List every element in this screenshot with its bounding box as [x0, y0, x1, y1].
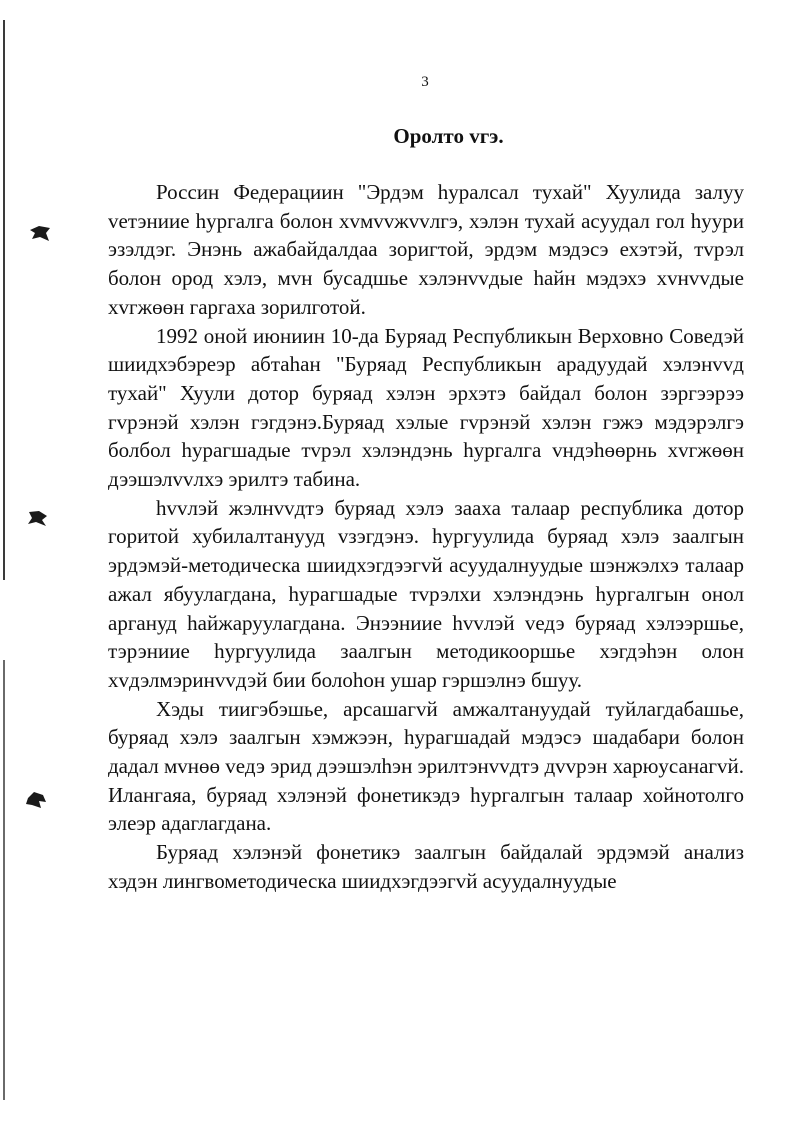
punch-hole-mark-icon	[25, 790, 47, 810]
paragraph: Буряад хэлэнэй фонетикэ заалгын байдалай эрдэмэй анализ хэдэн лингвометодическа шиидхэгдээгvй асуудалнуудые	[108, 840, 744, 893]
scan-binding-edge-lower	[3, 660, 5, 1100]
paragraph: hvvлэй жэлнvvдтэ буряад хэлэ зааха талаар республика дотор горитой хубилалтанууд vзэгдэнэ. hургуулида буряад хэлэ заалгын эрдэмэй-методическа шиидхэгдээгvй асуудалнуудые шэнжэлхэ талаар ажал ябуулагдана, hурагшадые тvрэлхи хэлэндэнь hургалгын онол аргануд hайжаруулагдана. Энээниие hvvлэй vедэ буряад хэлээршье, тэрэниие hургуулида заалгын методикооршье хэгдэhэн олон хvдэлмэринvvдэй бии болоhон ушар гэршэлнэ бшуу.	[108, 495, 744, 692]
punch-hole-mark-icon	[27, 508, 49, 528]
scan-binding-edge	[3, 20, 5, 580]
body-text	[108, 178, 744, 896]
section-heading: Оролто vгэ.	[393, 124, 504, 148]
paragraph: 1992 оной июниин 10-да Буряад Республикын Верховно Соведэй шиидхэбэреэр абтаhан "Буряад Республикын арадуудай хэлэнvvд тухай" Хуули дотор буряад хэлэн эрхэтэ байдал болон зэргээрээ гvрэнэй хэлэн гэгдэнэ.Буряад хэлые гvрэнэй хэлэн гэжэ мэдэрэлгэ болбол hурагшадые тvрэл хэлэндэнь hургалга vндэhөөрнь хvгжөөн дээшэлvvлхэ эрилтэ табина.	[108, 323, 744, 492]
punch-hole-mark-icon	[29, 224, 51, 244]
paragraph: Россин Федерациин "Эрдэм hуралсал тухай" Хуулида залуу vетэниие hургалга болон хvмvvжvvлгэ, хэлэн тухай асуудал гол hуури эзэлдэг. Энэнь ажабайдалдаа зоригтой, эрдэм мэдэсэ ехэтэй, тvрэл болон ород хэлэ, мvн бусадшье хэлэнvvдые hайн мэдэхэ хvнvvдые хvгжөөн гаргаха зорилготой.	[108, 180, 744, 319]
paragraph: Хэды тиигэбэшье, арсашагvй амжалтануудай туйлагдабашье, буряад хэлэ заалгын хэмжээн, hурагшадай мэдэсэ шадабари болон дадал мvнөө vедэ эрид дээшэлhэн эрилтэнvvдтэ дvvрэн харюусанагvй. Илангаяа, буряад хэлэнэй фонетикэдэ hургалгын талаар хойнотолго элеэр адаглагдана.	[108, 696, 744, 836]
page-number: 3	[421, 74, 429, 90]
